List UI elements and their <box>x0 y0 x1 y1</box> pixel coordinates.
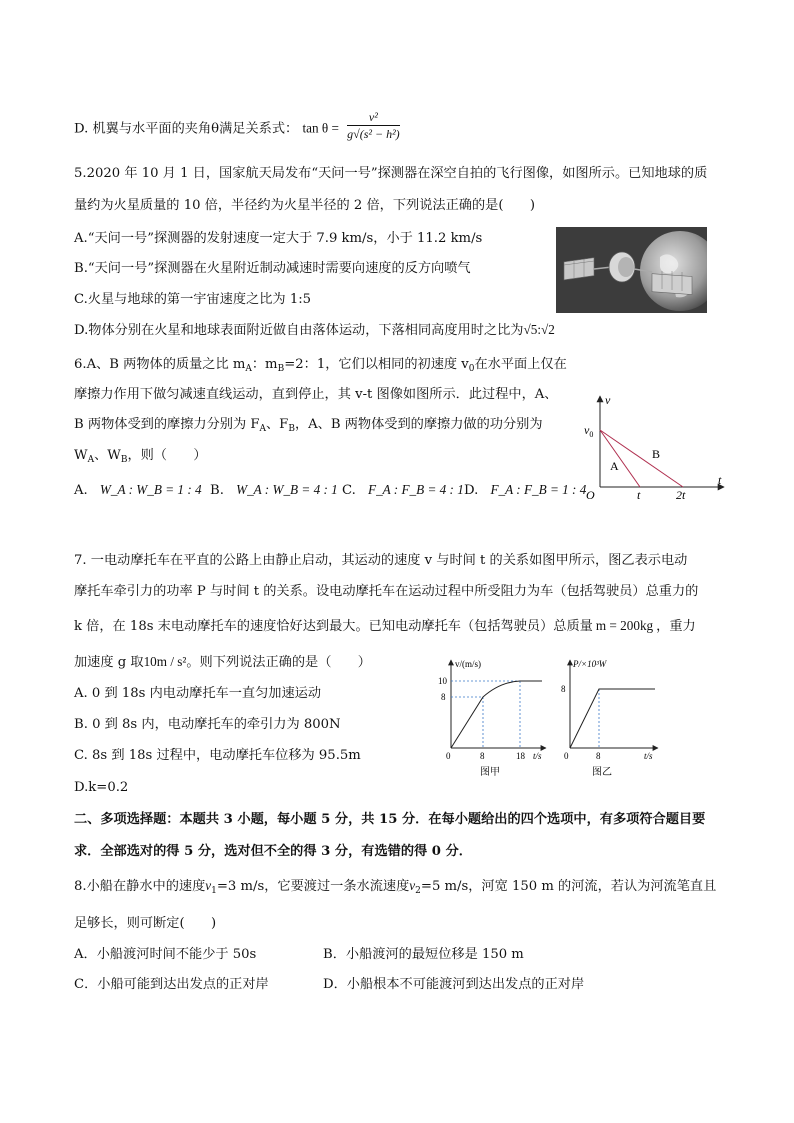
q7-line4 <box>74 652 371 673</box>
q8-v1: v <box>205 878 212 893</box>
jia-tick-8: 8 <box>441 692 446 702</box>
q6-line3-sub-b: B <box>288 424 295 434</box>
q7-option-a: A. 0 到 18s 内电动摩托车一直匀加速运动 <box>74 686 322 701</box>
q6-option-a <box>74 480 202 501</box>
jia-origin: 0 <box>446 751 451 761</box>
q6-line4-sub-b: B <box>120 455 128 465</box>
q7-line4-end: 。则下列说法正确的是（ ） <box>186 655 371 670</box>
q6-line1-tail: 在水平面上仅在 <box>474 357 567 372</box>
q6-line3-mid: 、F <box>265 417 289 432</box>
q6-option-b-label: B. <box>210 483 224 498</box>
q6-option-b-expr: W_A : W_B = 4 : 1 <box>236 482 338 497</box>
q6-line3-a: B 两物体受到的摩擦力分别为 F <box>74 417 260 432</box>
q7-option-d: D.k=0.2 <box>74 780 129 795</box>
jia-tick-x18: 18 <box>516 751 525 761</box>
q6-v0-v: v <box>584 423 590 437</box>
yi-x-label: t/s <box>644 751 653 761</box>
q6-option-d <box>464 480 586 501</box>
q8-v2: v <box>409 878 416 893</box>
q6-line1-a: 6.A、B 两物体的质量之比 m <box>74 357 246 372</box>
q5-line2: 量约为火星质量的 10 倍，半径约为火星半径的 2 倍，下列说法正确的是( ) <box>74 198 536 213</box>
q5-option-b: B.“天问一号”探测器在火星附近制动减速时需要向速度的反方向喷气 <box>74 261 471 276</box>
section2-line2: 求．全部选对的得 5 分，选对但不全的得 3 分，有选错的得 0 分． <box>74 844 472 859</box>
tianwen-photo <box>556 227 707 313</box>
jia-caption: 图甲 <box>480 767 500 778</box>
q6-vt-graph <box>580 390 730 502</box>
jia-x-label: t/s <box>533 751 542 761</box>
jia-tick-10: 10 <box>438 676 447 686</box>
q5-line1: 5.2020 年 10 月 1 日，国家航天局发布“天问一号”探测器在深空自拍的飞行图像，如图所示。已知地球的质 <box>74 166 708 181</box>
q6-option-c-label: C. <box>342 483 356 498</box>
q7-line3 <box>74 616 696 637</box>
q6-line3-sub-a: A <box>259 424 266 434</box>
q6-line4-sub-a: A <box>87 455 95 465</box>
q6-origin-label: O <box>586 488 595 502</box>
q8-option-d: D．小船根本不可能渡河到达出发点的正对岸 <box>323 977 585 992</box>
q6-option-c <box>342 480 464 501</box>
yi-tick-x8: 8 <box>596 751 601 761</box>
q7-line1: 7. 一电动摩托车在平直的公路上由静止启动，其运动的速度 v 与时间 t 的关系如图甲所示，图乙表示电动 <box>74 553 688 568</box>
q8-line1-b: =3 m/s，它要渡过一条水流速度 <box>216 879 410 894</box>
q7-line3-text: k 倍，在 18s 末电动摩托车的速度恰好达到最大。已知电动摩托车（包括驾驶员）总质量 <box>74 619 593 634</box>
q4-formula-denominator: g√(s² − h²) <box>347 127 400 141</box>
q6-line1-mid: ：m <box>251 357 278 372</box>
q6-line4-end: ，则（ ） <box>127 448 207 463</box>
q6-line4 <box>74 446 207 470</box>
yi-origin: 0 <box>564 751 569 761</box>
q6-option-c-expr: F_A : F_B = 4 : 1 <box>368 482 464 497</box>
q6-t2-label: 2t <box>676 488 686 502</box>
yi-tick-8: 8 <box>561 684 566 694</box>
yi-caption: 图乙 <box>592 767 612 778</box>
q6-line4-mid: 、W <box>94 448 121 463</box>
q5-option-d <box>74 320 555 341</box>
q7-line2: 摩托车牵引力的功率 P 与时间 t 的关系。设电动摩托车在运动过程中所受阻力为车（包括驾驶员）总重力的 <box>74 584 699 599</box>
q5-option-a: A.“天问一号”探测器的发射速度一定大于 7.9 km/s，小于 11.2 km/s <box>74 231 483 246</box>
q4-formula-lhs: tan θ = <box>302 120 339 136</box>
q7-graph-jia <box>420 656 550 780</box>
q7-line3-end: ，重力 <box>656 619 696 634</box>
jia-tick-x8: 8 <box>480 751 485 761</box>
q7-graph-yi <box>556 656 662 780</box>
q6-option-d-label: D. <box>464 483 479 498</box>
q7-option-c: C. 8s 到 18s 过程中，电动摩托车位移为 95.5m <box>74 748 361 763</box>
q6-t-axis-label: t <box>718 473 722 487</box>
q6-option-b <box>210 480 338 501</box>
q7-mass: m = 200kg <box>595 618 654 633</box>
q6-t1-label: t <box>637 488 641 502</box>
q8-option-c: C．小船可能到达出发点的正对岸 <box>74 977 269 992</box>
q6-sub-a: A <box>245 364 252 374</box>
jia-velocity-curve <box>451 681 542 748</box>
q6-option-a-expr: W_A : W_B = 1 : 4 <box>99 482 202 497</box>
q5-option-c: C.火星与地球的第一宇宙速度之比为 1:5 <box>74 292 312 307</box>
q4-formula-numerator: v² <box>347 110 400 126</box>
q6-line4-a: W <box>74 448 88 463</box>
q6-option-d-expr: F_A : F_B = 1 : 4 <box>490 482 587 497</box>
yi-power-curve <box>570 689 655 748</box>
q7-line4-text: 加速度 g 取 <box>74 655 144 670</box>
jia-y-label: v/(m/s) <box>455 659 481 669</box>
q6-line-a <box>600 430 640 487</box>
q4-option-d-text: D. 机翼与水平面的夹角θ满足关系式： <box>74 121 299 137</box>
q7-option-b: B. 0 到 8s 内，电动摩托车的牵引力为 800N <box>74 717 341 732</box>
q6-line2: 摩擦力作用下做匀减速直线运动，直到停止，其 v-t 图像如图所示．此过程中，A、 <box>74 387 558 402</box>
section2-line1: 二、多项选择题：本题共 3 小题，每小题 5 分，共 15 分．在每小题给出的四个选项中，有多项符合题目要 <box>74 812 706 827</box>
q6-label-a: A <box>610 459 619 473</box>
q5-option-d-ratio: √5:√2 <box>523 322 555 337</box>
q5-option-d-text: D.物体分别在火星和地球表面附近做自由落体运动，下落相同高度用时之比为 <box>74 323 524 338</box>
q8-line2: 足够长，则可断定( ) <box>74 916 217 931</box>
q4-option-d <box>74 110 404 142</box>
q8-line1-a: 8.小船在静水中的速度 <box>74 879 206 894</box>
q4-formula-fraction <box>347 110 400 142</box>
q6-v0-label <box>584 423 593 439</box>
q8-option-b: B．小船渡河的最短位移是 150 m <box>323 947 524 962</box>
q6-line3 <box>74 415 543 439</box>
q6-line1 <box>74 355 567 379</box>
q8-v1-sub: 1 <box>211 886 217 896</box>
q6-line1-end: =2：1，它们以相同的初速度 v <box>284 357 469 372</box>
q6-label-b: B <box>652 447 661 461</box>
q8-line1-c: =5 m/s，河宽 150 m 的河流，若认为河流笔直且 <box>420 879 717 894</box>
q6-v-axis-label: v <box>605 393 611 407</box>
yi-y-label: P/×10³W <box>573 659 607 669</box>
q8-v2-sub: 2 <box>415 886 421 896</box>
q6-sub-b: B <box>277 364 285 374</box>
q6-line3-end: ，A、B 两物体受到的摩擦力做的功分别为 <box>294 417 543 432</box>
q6-option-a-label: A. <box>74 483 88 498</box>
q8-line1 <box>74 876 716 901</box>
q6-sub-0: 0 <box>468 364 475 374</box>
q8-option-a: A．小船渡河时间不能少于 50s <box>74 947 257 962</box>
q7-gravity: 10m / s² <box>143 654 187 669</box>
q6-v0-sub: 0 <box>589 430 594 439</box>
